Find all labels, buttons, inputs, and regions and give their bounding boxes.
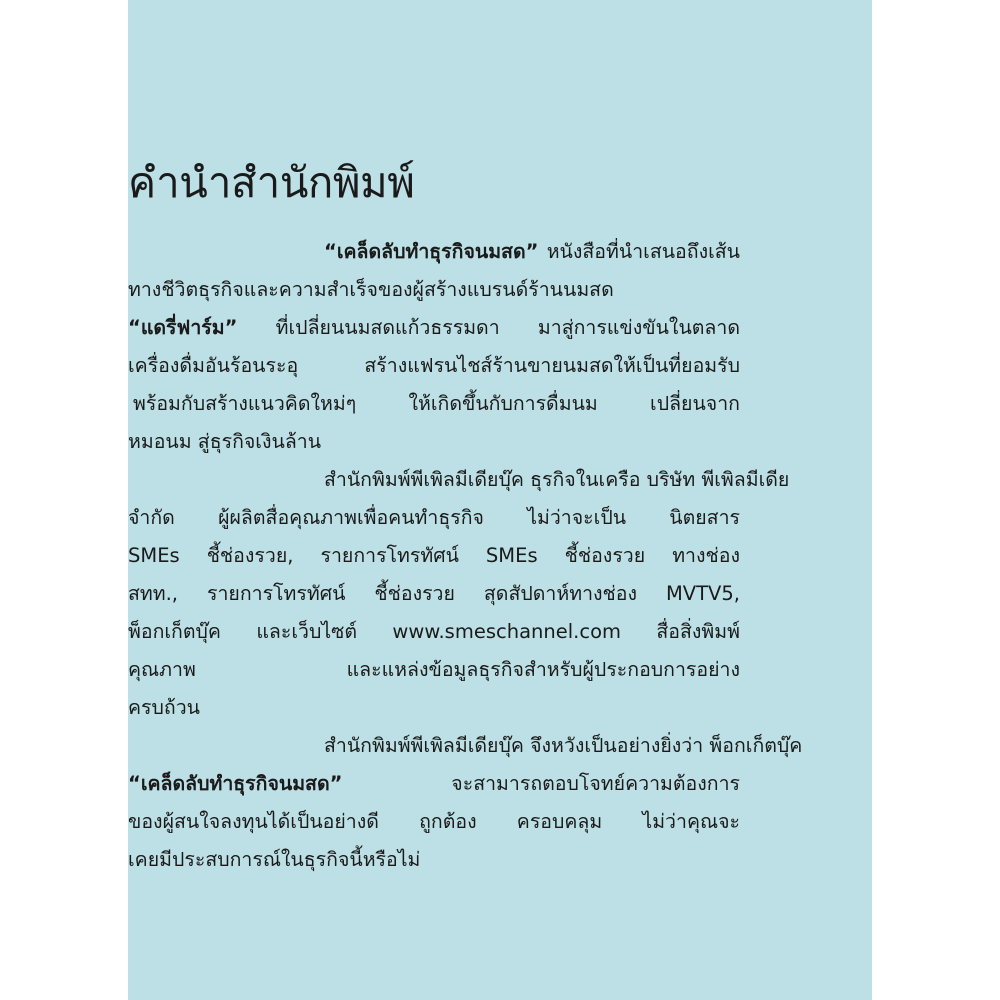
paragraph-line: หมอนม สู่ธุรกิจเงินล้าน (128, 430, 322, 453)
paragraph-line: คุณภาพ และแหล่งข้อมูลธุรกิจสำหรับผู้ประกอบการอย่าง (128, 658, 740, 681)
paragraph-line: พร้อมกับสร้างแนวคิดใหม่ๆ ให้เกิดขึ้นกับการดื่มนม เปลี่ยนจาก (133, 392, 740, 415)
text-run: ที่เปลี่ยนนมสดแก้วธรรมดา มาสู่การแข่งขันในตลาด (237, 316, 740, 339)
paragraph-line: ของผู้สนใจลงทุนได้เป็นอย่างดี ถูกต้อง ครอบคลุม ไม่ว่าคุณจะ (128, 810, 740, 833)
paragraph-line (324, 242, 740, 262)
book-title-quote: “เคล็ดลับทำธุรกิจนมสด” (128, 772, 343, 795)
paragraph-line: สำนักพิมพ์พีเพิลมีเดียบุ๊ค จึงหวังเป็นอย่างยิ่งว่า พ็อกเก็ตบุ๊ค (324, 734, 803, 757)
brand-name-quote: “แดรี่ฟาร์ม” (128, 316, 238, 339)
paragraph-line: SMEs ชี้ช่องรวย, รายการโทรทัศน์ SMEs ชี้ช่องรวย ทางช่อง (128, 544, 740, 567)
text-run: จะสามารถตอบโจทย์ความต้องการ (342, 772, 740, 795)
paragraph-line: เครื่องดื่มอันร้อนระอุ สร้างแฟรนไชส์ร้านขายนมสดให้เป็นที่ยอมรับ (128, 354, 740, 377)
paragraph-line: พ็อกเก็ตบุ๊ค และเว็บไซต์ www.smeschannel.com สื่อสิ่งพิมพ์ (128, 620, 740, 643)
paragraph-line: เคยมีประสบการณ์ในธุรกิจนี้หรือไม่ (128, 848, 421, 871)
paragraph-line: จำกัด ผู้ผลิตสื่อคุณภาพเพื่อคนทำธุรกิจ ไม่ว่าจะเป็น นิตยสาร (128, 506, 740, 529)
text-run: หนังสือที่นำเสนอถึงเส้น (538, 240, 740, 263)
page-title: คำนำสำนักพิมพ์ (128, 158, 415, 207)
book-title-quote: “เคล็ดลับทำธุรกิจนมสด” (324, 240, 539, 263)
paragraph-line: ครบถ้วน (128, 696, 200, 719)
paragraph-line: สำนักพิมพ์พีเพิลมีเดียบุ๊ค ธุรกิจในเครือ บริษัท พีเพิลมีเดีย (324, 468, 790, 491)
paragraph-line: สทท., รายการโทรทัศน์ ชี้ช่องรวย สุดสัปดาห์ทางช่อง MVTV5, (128, 582, 740, 605)
paragraph-line (128, 774, 740, 794)
paragraph-line: ทางชีวิตธุรกิจและความสำเร็จของผู้สร้างแบรนด์ร้านนมสด (128, 278, 614, 301)
paragraph-line (128, 318, 740, 338)
